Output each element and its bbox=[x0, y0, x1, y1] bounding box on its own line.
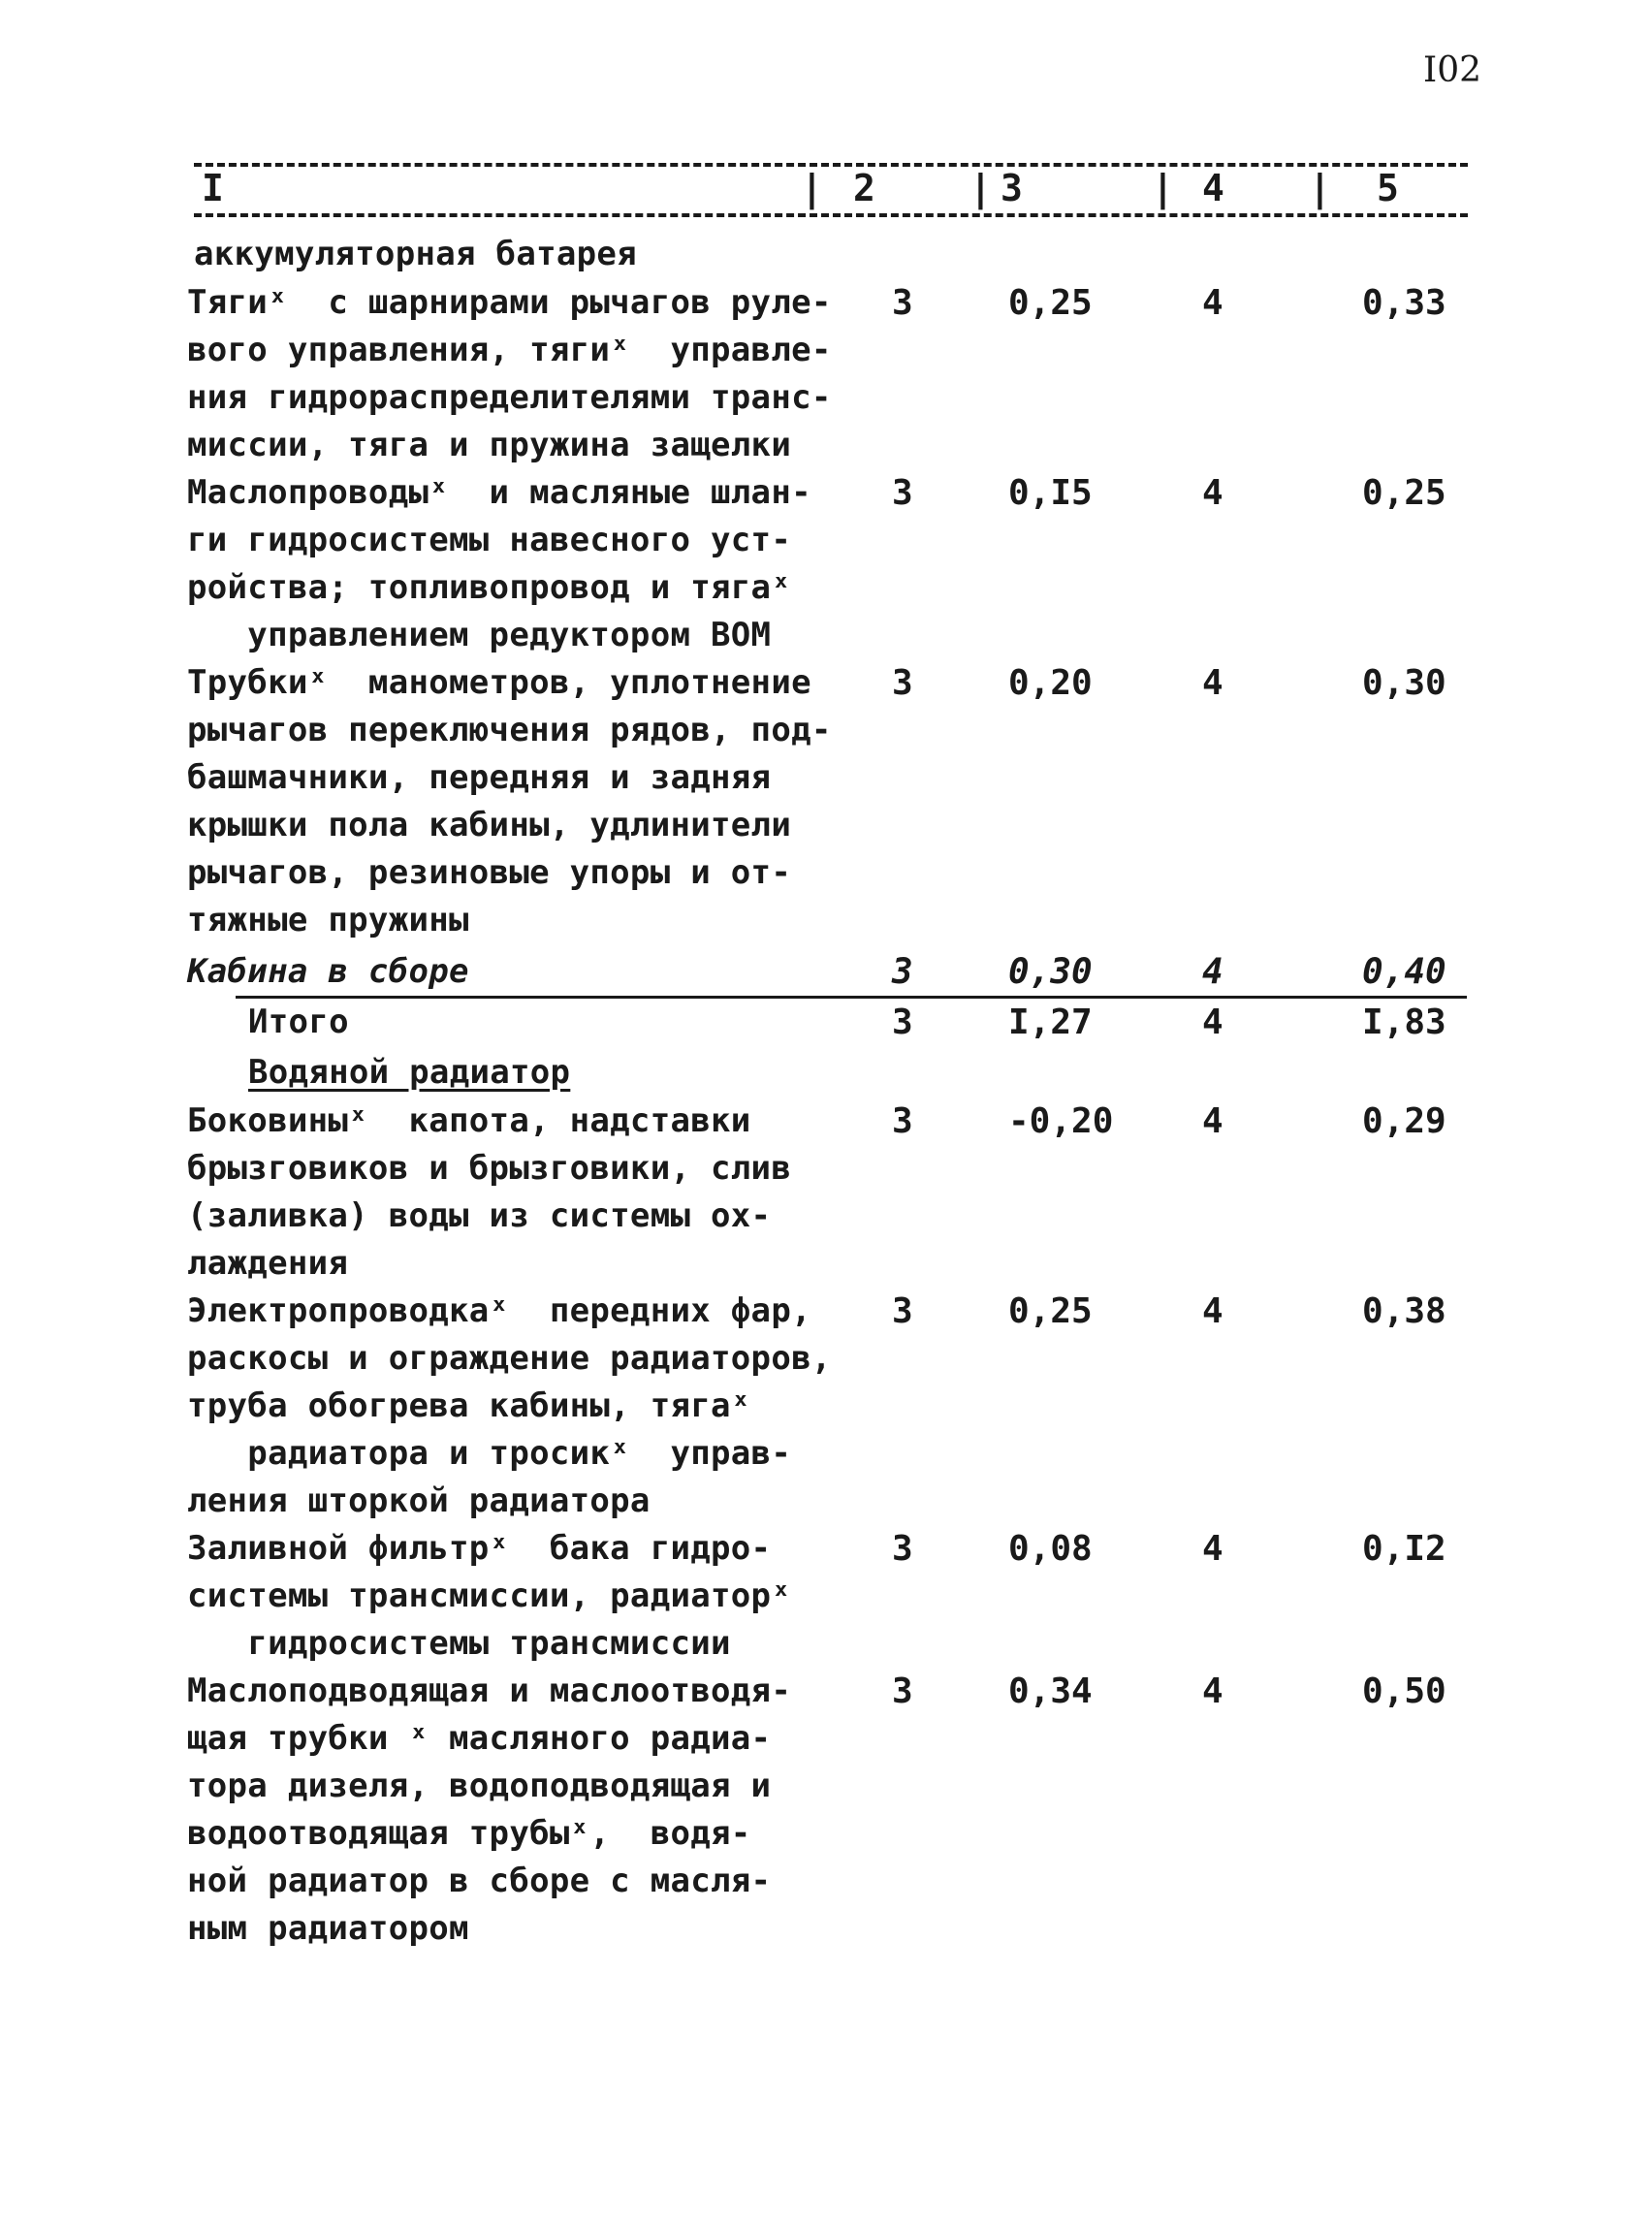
table-row-line: ройства; топливопровод и тягаˣ bbox=[187, 568, 792, 607]
table-row-line: тяжные пружины bbox=[187, 901, 469, 939]
section-title-text: Водяной радиатор bbox=[248, 1053, 571, 1092]
table-cell-c3: -0,20 bbox=[1008, 1101, 1114, 1141]
table-cell-c4: 4 bbox=[1202, 1671, 1223, 1711]
header-sep-1: | bbox=[801, 167, 823, 209]
table-row-text bbox=[187, 1668, 846, 1953]
table-row-line: управлением редуктором ВОМ bbox=[187, 616, 772, 654]
table-cell-c3: 0,I5 bbox=[1008, 473, 1093, 513]
table-row-line: раскосы и ограждение радиаторов, bbox=[187, 1339, 832, 1378]
table-row-line: Электропроводкаˣ передних фар, bbox=[187, 1291, 811, 1330]
table-row-line: ления шторкой радиатора bbox=[187, 1481, 651, 1520]
table-row-line: гидросистемы трансмиссии bbox=[187, 1624, 731, 1663]
table-cell-c5: 0,38 bbox=[1362, 1291, 1446, 1331]
table-cell-c2: 3 bbox=[892, 663, 913, 703]
table-row-text bbox=[187, 659, 846, 944]
table-cell-c3: 0,34 bbox=[1008, 1671, 1093, 1711]
table-row-line: Боковиныˣ капота, надставки bbox=[187, 1101, 751, 1140]
table-cell-c5: 0,25 bbox=[1362, 473, 1446, 513]
table-row-text bbox=[187, 469, 846, 659]
cabin-row-c2: 3 bbox=[892, 952, 913, 992]
table-cell-c5: 0,I2 bbox=[1362, 1529, 1446, 1569]
total-row-c2: 3 bbox=[892, 1003, 913, 1042]
total-row-c3: I,27 bbox=[1008, 1003, 1093, 1042]
table-cell-c4: 4 bbox=[1202, 283, 1223, 323]
table-row-line: (заливка) воды из системы ох- bbox=[187, 1196, 772, 1235]
header-sep-4: | bbox=[1309, 167, 1331, 209]
header-sep-2: | bbox=[969, 167, 992, 209]
table-cell-c4: 4 bbox=[1202, 473, 1223, 513]
section-title bbox=[248, 1049, 907, 1097]
table-row-line: рычагов переключения рядов, под- bbox=[187, 711, 832, 749]
table-row-line: тора дизеля, водоподводящая и bbox=[187, 1766, 772, 1805]
table-row-line: труба обогрева кабины, тягаˣ bbox=[187, 1386, 751, 1425]
table-cell-c3: 0,08 bbox=[1008, 1529, 1093, 1569]
table-cell-c5: 0,29 bbox=[1362, 1101, 1446, 1141]
table-row-line: рычагов, резиновые упоры и от- bbox=[187, 853, 792, 892]
intro-line: аккумуляторная батарея bbox=[194, 235, 637, 273]
table-row-text bbox=[187, 1288, 846, 1525]
table-row-line: системы трансмиссии, радиаторˣ bbox=[187, 1576, 792, 1615]
table-row-line: радиатора и тросикˣ управ- bbox=[187, 1434, 792, 1473]
table-cell-c5: 0,30 bbox=[1362, 663, 1446, 703]
table-cell-c2: 3 bbox=[892, 1529, 913, 1569]
table-row-line: брызговиков и брызговики, слив bbox=[187, 1149, 792, 1188]
table-row-line: вого управления, тягиˣ управле- bbox=[187, 331, 832, 369]
table-row-line: ной радиатор в сборе с масля- bbox=[187, 1862, 772, 1900]
table-cell-c4: 4 bbox=[1202, 1291, 1223, 1331]
table-row-line: ги гидросистемы навесного уст- bbox=[187, 521, 792, 559]
table-cell-c2: 3 bbox=[892, 1101, 913, 1141]
header-col-2: 2 bbox=[853, 167, 875, 209]
cabin-row-c4: 4 bbox=[1202, 952, 1223, 992]
table-cell-c3: 0,20 bbox=[1008, 663, 1093, 703]
table-cell-c5: 0,50 bbox=[1362, 1671, 1446, 1711]
table-row-line: ния гидрораспределителями транс- bbox=[187, 378, 832, 417]
table-cell-c2: 3 bbox=[892, 473, 913, 513]
table-row-text bbox=[187, 1098, 846, 1288]
table-row-line: Трубкиˣ манометров, уплотнение bbox=[187, 663, 811, 702]
table-row-line: башмачники, передняя и задняя bbox=[187, 758, 772, 797]
total-row-label: Итого bbox=[248, 1003, 349, 1041]
total-row-c5: I,83 bbox=[1362, 1003, 1446, 1042]
table-row-line: водоотводящая трубыˣ, водя- bbox=[187, 1814, 751, 1853]
table-row-line: миссии, тяга и пружина защелки bbox=[187, 426, 792, 464]
header-col-3: 3 bbox=[1001, 167, 1023, 209]
table-row-line: щая трубки ˣ масляного радиа- bbox=[187, 1719, 772, 1758]
cabin-row-c5: 0,40 bbox=[1362, 952, 1446, 992]
table-row-text bbox=[187, 279, 846, 469]
table-cell-c2: 3 bbox=[892, 283, 913, 323]
table-row-line: Маслоподводящая и маслоотводя- bbox=[187, 1671, 792, 1710]
table-row-line: Тягиˣ с шарнирами рычагов руле- bbox=[187, 283, 832, 322]
table-cell-c2: 3 bbox=[892, 1291, 913, 1331]
cabin-row-label: Кабина в сборе bbox=[187, 952, 469, 991]
table-cell-c4: 4 bbox=[1202, 1101, 1223, 1141]
cabin-row-c3: 0,30 bbox=[1008, 952, 1093, 992]
table-row-line: лаждения bbox=[187, 1244, 349, 1283]
table-row-line: Заливной фильтрˣ бака гидро- bbox=[187, 1529, 772, 1568]
table-row-line: крышки пола кабины, удлинители bbox=[187, 806, 792, 844]
total-row-c4: 4 bbox=[1202, 1003, 1223, 1042]
table-header bbox=[0, 163, 1652, 221]
table-row-line: ным радиатором bbox=[187, 1909, 469, 1948]
page-number: I02 bbox=[1423, 50, 1482, 90]
header-col-5: 5 bbox=[1377, 167, 1399, 209]
table-cell-c2: 3 bbox=[892, 1671, 913, 1711]
header-col-4: 4 bbox=[1202, 167, 1224, 209]
table-cell-c4: 4 bbox=[1202, 663, 1223, 703]
table-cell-c4: 4 bbox=[1202, 1529, 1223, 1569]
table-row-line: Маслопроводыˣ и масляные шлан- bbox=[187, 473, 811, 512]
header-col-1: I bbox=[202, 167, 224, 209]
table-cell-c5: 0,33 bbox=[1362, 283, 1446, 323]
header-bottom-rule bbox=[194, 213, 1468, 217]
table-cell-c3: 0,25 bbox=[1008, 283, 1093, 323]
table-cell-c3: 0,25 bbox=[1008, 1291, 1093, 1331]
table-row-text bbox=[187, 1525, 846, 1668]
header-sep-3: | bbox=[1152, 167, 1174, 209]
